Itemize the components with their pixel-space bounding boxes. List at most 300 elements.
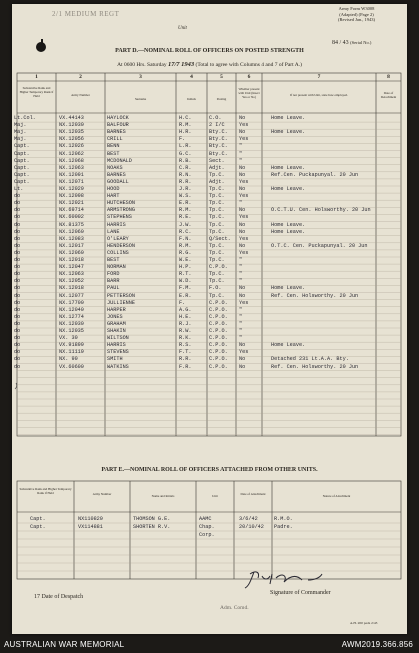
cell-name: SHORTEN R.V. (133, 524, 171, 530)
cell-initials: R.W. (179, 328, 192, 334)
cell-present: " (239, 143, 243, 150)
cell-initials: F.N. (179, 235, 192, 242)
cell-present: No (239, 186, 246, 192)
table-row (12, 321, 407, 328)
col-number-4: 4 (190, 74, 193, 80)
cell-posting: C.P.O. (209, 349, 228, 356)
cell-present: " (239, 257, 243, 263)
cell-surname: JULLIENNE (107, 299, 136, 306)
adm-comd-label: Adm. Comd. (220, 605, 249, 611)
cell-initials: R.R. (179, 178, 192, 185)
cell-army-number: VX. 30 (59, 335, 78, 342)
table-row (12, 151, 407, 158)
cell-army-number: NX.12052 (59, 278, 84, 285)
cell-initials: H.R. (179, 129, 192, 136)
cell-rank: do (14, 363, 21, 370)
cell-present: Yes (239, 214, 249, 221)
col-number-8: 8 (387, 74, 390, 80)
table-row (12, 271, 407, 278)
cell-army-number: NX.12035 (59, 328, 84, 334)
at-label: At 0600 Hrs. Saturday (117, 62, 167, 68)
cell-surname: HARRIS (107, 221, 126, 228)
cell-posting: F.O. (209, 285, 222, 292)
cell-date: 20/10/42 (239, 524, 264, 530)
cell-rank: Maj. (14, 129, 27, 136)
cell-present: No (239, 171, 246, 178)
cell-initials: W.D. (179, 278, 192, 285)
cell-present: No (239, 129, 246, 136)
cell-army-number: NX.12098 (59, 193, 84, 200)
cell-surname: SMITH (107, 356, 123, 363)
cell-surname: O'LEARY (107, 235, 129, 242)
margin-tick-mark (15, 383, 17, 389)
cell-present: " (239, 200, 243, 207)
cell-rank: do (14, 342, 21, 349)
table-row (12, 531, 407, 539)
cell-surname: STEVENS (107, 349, 129, 356)
col-number-7: 7 (317, 74, 321, 80)
cell-rank: do (14, 271, 21, 278)
cell-surname: SHAKIN (107, 328, 126, 334)
cell-present: No (239, 356, 246, 363)
cell-employment: Ref. Cen. Holsworthy. 20 Jun (271, 363, 359, 370)
cell-present: Yes (239, 349, 249, 356)
cell-initials: G.C. (179, 150, 192, 157)
cell-posting: C.P.O. (209, 342, 228, 349)
cell-army-number: VX.91899 (59, 342, 84, 349)
cell-initials: H.P. (179, 264, 192, 271)
cell-present: No (239, 292, 246, 299)
roll-date: 17/7 1943 (167, 61, 195, 68)
cell-army-number: NX.12030 (59, 122, 84, 129)
cell-surname: HARRIS (107, 342, 126, 349)
cell-surname: CRILL (107, 136, 123, 143)
cell-rank: Maj. (14, 122, 27, 129)
cell-posting: Adjt. (209, 178, 225, 185)
cell-rank: Capt. (30, 524, 46, 530)
cell-employment: Home Leave. (271, 115, 306, 121)
col-number-5: 5 (220, 74, 223, 80)
cell-posting: C.P.O. (209, 320, 228, 327)
cell-posting: Tp.C. (209, 171, 225, 178)
e-col-header-army-number: Army Number (92, 492, 112, 496)
cell-army-number: NX.69714 (59, 207, 84, 214)
cell-army-number: VX.44143 (59, 115, 84, 121)
cell-surname: COLLINS (107, 249, 129, 256)
cell-army-number: NX.12068 (59, 157, 84, 164)
table-row (12, 222, 407, 229)
table-row (12, 200, 407, 207)
army-form-line-3: (Revised Jan., 1943) (338, 17, 375, 22)
cell-rank: do (14, 257, 21, 263)
cell-present: " (239, 320, 243, 327)
part-d-title: PART D.—NOMINAL ROLL OF OFFICERS ON POSTED STRENGTH (115, 48, 304, 54)
cell-army-number: NX.12063 (59, 164, 84, 171)
cell-unit: Chap. (199, 524, 215, 530)
unit-stamp: 2/1 MEDIUM REGT (52, 10, 120, 18)
cell-initials: R.N. (179, 171, 192, 178)
cell-rank: do (14, 207, 21, 214)
table-row (12, 523, 407, 531)
cell-posting: C.P.O. (209, 306, 228, 313)
cell-rank: do (14, 193, 21, 200)
printer-note: A.H. 200 pads 2/43 (350, 621, 378, 625)
cell-present: Yes (239, 136, 249, 143)
cell-army-number: NX.12029 (59, 186, 84, 192)
cell-army-number: NX.12091 (59, 171, 84, 178)
cell-rank: do (14, 313, 21, 320)
cell-employment: Ref.Cen. Puckapunyal. 20 Jun (271, 171, 359, 178)
cell-unit: Corp. (199, 532, 215, 538)
cell-employment: Home Leave. (271, 186, 306, 192)
cell-initials: F.M. (179, 285, 192, 292)
cell-rank: do (14, 249, 21, 256)
e-col-header-unit: Unit (212, 494, 218, 498)
cell-army-number: NX.12040 (59, 306, 84, 313)
cell-initials: W.E. (179, 257, 192, 263)
table-row (12, 349, 407, 356)
cell-initials: E.R. (179, 292, 192, 299)
serial-label: (Serial No.) (350, 40, 372, 45)
cell-surname: WILTSON (107, 335, 129, 342)
cell-rank: Capt. (14, 157, 30, 164)
cell-army-number: NX.60002 (59, 214, 84, 221)
cell-rank: do (14, 264, 21, 271)
cell-employment: Home Leave. (271, 342, 306, 349)
cell-army-number: NX.12077 (59, 292, 84, 299)
cell-present: Yes (239, 299, 249, 306)
cell-initials: R.T. (179, 271, 192, 278)
cell-army-number: NX.12083 (59, 235, 84, 242)
table-row (12, 264, 407, 271)
table-row (12, 207, 407, 214)
table-row (12, 314, 407, 321)
table-row (12, 335, 407, 342)
cell-rank: do (14, 228, 21, 235)
cell-posting: Tp.C. (209, 249, 225, 256)
table-row (12, 179, 407, 186)
cell-initials: R.J. (179, 320, 192, 327)
cell-army-number: NX.12774 (59, 313, 84, 320)
cell-posting: Tp.C. (209, 292, 225, 299)
cell-army-number: NX.12021 (59, 200, 84, 207)
cell-army-number: NX. 90 (59, 356, 78, 363)
cell-employment: Home Leave. (271, 285, 306, 292)
cell-present: No (239, 342, 246, 349)
cell-initials: E.R. (179, 200, 192, 207)
col-header-surname: Surname (134, 97, 147, 101)
col-header-employment: If not present with Unit, state how employed. (290, 93, 348, 97)
cell-rank: Capt. (14, 178, 30, 185)
army-form-line-2: (Adapted) (Page 2) (339, 11, 374, 17)
unit-label: Unit (178, 26, 187, 31)
cell-initials: R.S. (179, 342, 192, 349)
cell-present: Yes (239, 249, 249, 256)
cell-initials: F. (179, 299, 186, 306)
cell-rank: do (14, 335, 21, 342)
cell-present: No (239, 242, 246, 249)
cell-present: Yes (239, 235, 249, 242)
commander-signature (232, 566, 342, 592)
cell-rank: Capt. (14, 164, 30, 171)
table-row (12, 229, 407, 236)
cell-surname: HAYLOCK (107, 115, 129, 121)
cell-employment: Detached 231 Lt.A.A. Bty. (271, 356, 349, 363)
date-of-despatch: 17 Date of Despatch (34, 594, 84, 600)
cell-rank: Capt. (30, 516, 46, 522)
cell-posting: Bty.C. (209, 129, 228, 136)
cell-posting: Adjt. (209, 164, 225, 171)
cell-army-number: NX.12047 (59, 264, 84, 271)
cell-army-number: NX110820 (78, 516, 103, 522)
table-row (12, 115, 407, 122)
cell-army-number: NX.81375 (59, 221, 84, 228)
table-row (12, 143, 407, 150)
cell-posting: Sect. (209, 157, 225, 164)
cell-army-number: NX.12063 (59, 271, 84, 278)
cell-initials: R.M. (179, 242, 192, 249)
form-page (12, 4, 407, 634)
cell-initials: C.R. (179, 164, 192, 171)
cell-present: " (239, 157, 243, 164)
cell-employment: O.T.C. Cen. Puckapunyal. 20 Jun (271, 242, 368, 249)
cell-posting: C.P.O. (209, 335, 228, 342)
cell-initials: R.R. (179, 356, 192, 363)
cell-rank: do (14, 278, 21, 285)
cell-army-number: VX114881 (78, 524, 103, 530)
cell-army-number: NX.12026 (59, 143, 84, 150)
cell-rank: Maj. (14, 136, 27, 143)
cell-posting: C.O. (209, 115, 222, 121)
table-row (12, 257, 407, 264)
cell-employment: Home Leave. (271, 228, 306, 235)
cell-employment: Home Leave. (271, 129, 306, 136)
cell-surname: BARR (107, 278, 120, 285)
cell-date: 3/6/42 (239, 516, 258, 522)
cell-posting: Tp.C. (209, 193, 225, 200)
cell-rank: do (14, 242, 21, 249)
cell-present: " (239, 264, 243, 271)
cell-initials: F.T. (179, 349, 192, 356)
col-header-detachment-date: Date of Detachment (380, 91, 397, 99)
cell-present: No (239, 207, 246, 214)
cell-posting: Bty.C. (209, 136, 228, 143)
table-row (12, 278, 407, 285)
cell-initials: R.K. (179, 335, 192, 342)
cell-surname: ARMSTRONG (107, 207, 136, 214)
table-row (12, 285, 407, 292)
cell-surname: FORD (107, 271, 120, 278)
cell-present: " (239, 150, 243, 157)
cell-rank: do (14, 299, 21, 306)
table-row (12, 129, 407, 136)
cell-employment: Home Leave. (271, 164, 306, 171)
col-header-present: Whether present with Unit (Insert Yes or No) (238, 87, 260, 99)
table-row (12, 214, 407, 221)
cell-initials: R.B. (179, 157, 192, 164)
cell-posting: C.P.O. (209, 299, 228, 306)
cell-surname: GRAHAM (107, 320, 126, 327)
cell-army-number: NX.12062 (59, 150, 84, 157)
cell-present: No (239, 115, 246, 121)
cell-rank: do (14, 356, 21, 363)
table-row (12, 293, 407, 300)
cell-surname: BEST (107, 257, 120, 263)
e-col-header-date: Date of Attachment (240, 492, 266, 496)
cell-rank: do (14, 306, 21, 313)
cell-army-number: NX.12035 (59, 129, 84, 136)
cell-posting: Tp.C. (209, 200, 225, 207)
cell-present: No (239, 164, 246, 171)
cell-present: " (239, 306, 243, 313)
cell-rank: Capt. (14, 143, 30, 150)
col-header-army-number: Army Number (71, 93, 90, 97)
cell-rank: do (14, 349, 21, 356)
cell-employment: O.C.T.U. Cen. Holsworthy. 20 Jun (271, 207, 371, 214)
table-row (12, 193, 407, 200)
table-row (12, 186, 407, 193)
col-number-3: 3 (139, 74, 142, 80)
cell-present: No (239, 221, 246, 228)
cell-initials: R.E. (179, 214, 192, 221)
cell-surname: LANE (107, 228, 120, 235)
cell-present: " (239, 335, 243, 342)
cell-present: No (239, 285, 246, 292)
col-header-posting: Posting (216, 97, 227, 101)
cell-army-number: NX.12018 (59, 285, 84, 292)
col-number-6: 6 (247, 74, 251, 80)
cell-rank: do (14, 221, 21, 228)
cell-surname: MCDONALD (107, 157, 132, 164)
cell-present: Yes (239, 178, 249, 185)
cell-posting: Tp.C. (209, 221, 225, 228)
cell-posting: Tp.C. (209, 242, 225, 249)
cell-surname: PETTERSON (107, 292, 136, 299)
table-row (12, 515, 407, 523)
archive-name: AUSTRALIAN WAR MEMORIAL (4, 640, 125, 649)
cell-name: THOMSON G.E. (133, 516, 171, 522)
table-row (12, 364, 407, 371)
e-col-header-nature: Nature of Attachment (322, 494, 351, 498)
cell-nature: R.M.O. (274, 516, 293, 522)
cell-posting: Bty.C. (209, 143, 228, 150)
cell-initials: R.C. (179, 228, 192, 235)
cell-initials: A.G. (179, 306, 192, 313)
cell-army-number: VX.60600 (59, 363, 84, 370)
cell-present: Yes (239, 193, 249, 200)
col-header-rank: Substantive Rank and Higher Temporary Rank if Held (19, 86, 54, 98)
cell-rank: do (14, 214, 21, 221)
cell-posting: C.P.O. (209, 264, 228, 271)
roll-note: (Total to agree with Columns 4 and 7 of Part A.) (195, 62, 302, 68)
cell-initials: R.M. (179, 207, 192, 214)
cell-present: " (239, 278, 243, 285)
cell-army-number: NX.17700 (59, 299, 84, 306)
cell-surname: STEPHENS (107, 214, 132, 221)
cell-posting: Tp.C. (209, 278, 225, 285)
cell-present: " (239, 313, 243, 320)
cell-initials: L.R. (179, 143, 192, 150)
e-col-header-name: Name and Initials (151, 494, 175, 498)
cell-surname: JONES (107, 313, 123, 320)
cell-posting: Tp.C. (209, 257, 225, 263)
cell-employment: Home Leave. (271, 221, 306, 228)
cell-posting: C.P.O. (209, 356, 228, 363)
accession-number: AWM2019.366.856 (341, 640, 413, 649)
cell-surname: HART (107, 193, 120, 200)
table-row (12, 136, 407, 143)
cell-rank: do (14, 235, 21, 242)
table-row (12, 328, 407, 335)
col-number-1: 1 (35, 74, 38, 80)
cell-initials: R.M. (179, 122, 192, 129)
table-row (12, 236, 407, 243)
cell-present: Yes (239, 122, 249, 129)
cell-army-number: NX.12018 (59, 257, 84, 263)
cell-posting: Tp.C. (209, 214, 225, 221)
cell-posting: Tp.C. (209, 271, 225, 278)
cell-posting: Bty.C. (209, 150, 228, 157)
cell-surname: BEST (107, 150, 120, 157)
cell-rank: Capt. (14, 171, 30, 178)
cell-initials: R.G. (179, 249, 192, 256)
cell-surname: HUTCHESON (107, 200, 136, 207)
col-header-initials: Initials (187, 97, 196, 101)
cell-posting: Tp.C. (209, 207, 225, 214)
cell-initials: F.R. (179, 363, 192, 370)
serial-value: 84 / 43 (332, 40, 349, 46)
cell-nature: Padre. (274, 524, 293, 530)
cell-present: " (239, 271, 243, 278)
cell-present: No (239, 363, 246, 370)
cell-initials: W.S. (179, 193, 192, 200)
col-number-2: 2 (79, 74, 82, 80)
cell-initials: H.E. (179, 313, 192, 320)
cell-initials: J.W. (179, 221, 192, 228)
army-form-line-1: Army Form W3008 (338, 6, 375, 11)
cell-army-number: NX.12017 (59, 242, 84, 249)
cell-present: " (239, 328, 243, 334)
cell-initials: F. (179, 136, 186, 143)
e-col-header-rank: Substantive Rank and Higher Temporary Rank if Held (19, 487, 72, 495)
cell-rank: Lt.Col. (14, 115, 36, 121)
cell-surname: BENN (107, 143, 120, 150)
cell-posting: Tp.C. (209, 186, 225, 192)
cell-surname: NOAKS (107, 164, 123, 171)
table-row (12, 165, 407, 172)
cell-posting: C.P.O. (209, 328, 228, 334)
cell-surname: PAUL (107, 285, 120, 292)
cell-surname: BARNES (107, 129, 126, 136)
cell-initials: J.R. (179, 186, 192, 192)
cell-unit: AAMC (199, 516, 212, 522)
table-row (12, 158, 407, 165)
cell-army-number: NX.12060 (59, 228, 84, 235)
table-row (12, 356, 407, 363)
cell-rank: do (14, 200, 21, 207)
cell-rank: do (14, 320, 21, 327)
cell-employment: Ref. Cen. Holsworthy. 20 Jun (271, 292, 359, 299)
table-row (12, 342, 407, 349)
cell-army-number: NX.12056 (59, 136, 84, 143)
table-row (12, 300, 407, 307)
cell-army-number: NX.12030 (59, 320, 84, 327)
cell-rank: do (14, 292, 21, 299)
cell-rank: Capt. (14, 150, 30, 157)
table-row (12, 243, 407, 250)
part-e-title: PART E.—NOMINAL ROLL OF OFFICERS ATTACHED FROM OTHER UNITS. (101, 467, 318, 473)
cell-posting: C.P.O. (209, 313, 228, 320)
